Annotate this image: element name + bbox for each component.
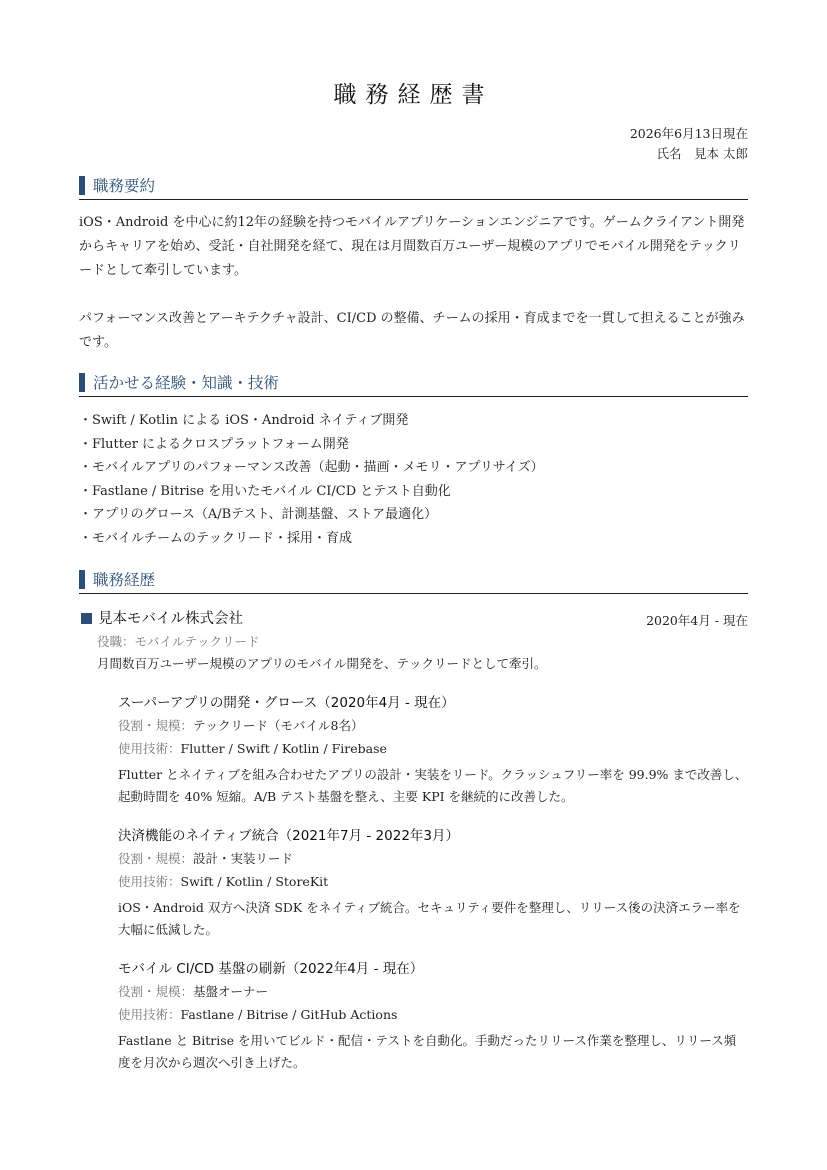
role-value: モバイルテックリード	[134, 634, 260, 649]
company-period: 2020年4月 - 現在	[646, 613, 748, 628]
project-tech	[118, 872, 748, 892]
document-date: 2026年6月13日現在	[629, 126, 748, 141]
role-label: 役職：	[97, 634, 135, 649]
list-item: ・Fastlane / Bitrise を用いたモバイル CI/CD とテスト自動化	[79, 483, 451, 499]
project-tech-value: Flutter / Swift / Kotlin / Firebase	[180, 741, 387, 756]
section-heading-skills	[79, 372, 748, 397]
section-heading-summary	[79, 175, 748, 200]
project-tech-label: 使用技術：	[118, 1007, 181, 1022]
document-title: 職務経歴書	[333, 82, 494, 108]
project-role-label: 役割・規模：	[118, 984, 194, 999]
company-description: 月間数百万ユーザー規模のアプリのモバイル開発を、テックリードとして牽引。	[97, 656, 547, 671]
company-header	[79, 608, 748, 630]
project-tech	[118, 1005, 748, 1025]
project-role-value: テックリード（モバイル8名）	[193, 718, 364, 733]
company-role	[97, 632, 260, 652]
applicant-name: 見本 太郎	[694, 146, 748, 161]
project-title: 決済機能のネイティブ統合（2021年7月 - 2022年3月）	[118, 828, 459, 844]
project-tech-value: Swift / Kotlin / StoreKit	[180, 874, 329, 889]
project-role-label: 役割・規模：	[118, 851, 194, 866]
project-role	[118, 716, 748, 736]
list-item: ・Flutter によるクロスプラットフォーム開発	[79, 436, 349, 452]
applicant-name-line	[656, 144, 748, 162]
project-tech-label: 使用技術：	[118, 741, 181, 756]
section-title: 職務経歴	[93, 571, 156, 589]
project-tech-label: 使用技術：	[118, 874, 181, 889]
project-title: スーパーアプリの開発・グロース（2020年4月 - 現在）	[118, 695, 455, 711]
project-tech-value: Fastlane / Bitrise / GitHub Actions	[180, 1007, 398, 1022]
project-role-value: 設計・実装リード	[193, 851, 294, 866]
project-tech	[118, 739, 748, 759]
project-item	[118, 693, 748, 808]
summary-paragraph-1: iOS・Android を中心に約12年の経験を持つモバイルアプリケーションエンジニアです。ゲームクライアント開発からキャリアを始め、受託・自社開発を経て、現在は月間数百万ユーザー規模のアプリでモバイル開発をテックリードとして牽引しています。	[79, 215, 745, 278]
name-label: 氏名	[656, 146, 682, 161]
project-description: Flutter とネイティブを組み合わせたアプリの設計・実装をリード。クラッシュフリー率を 99.9% まで改善し、起動時間を 40% 短縮。A/B テスト基盤を整え、主要 KPI を継続的に改善した。	[118, 767, 748, 804]
company-name: 見本モバイル株式会社	[98, 611, 243, 627]
skills-list	[79, 409, 751, 551]
section-marker	[79, 176, 85, 195]
project-description: Fastlane と Bitrise を用いてビルド・配信・テストを自動化。手動だったリリース作業を整理し、リリース頻度を月次から週次へ引き上げた。	[118, 1033, 737, 1070]
section-title: 活かせる経験・知識・技術	[93, 374, 280, 392]
project-role-value: 基盤オーナー	[193, 984, 269, 999]
square-bullet-icon	[81, 613, 92, 624]
project-item	[118, 826, 748, 941]
list-item: ・Swift / Kotlin による iOS・Android ネイティブ開発	[79, 413, 409, 428]
project-title: モバイル CI/CD 基盤の刷新（2022年4月 - 現在）	[118, 961, 424, 977]
list-item: ・モバイルアプリのパフォーマンス改善（起動・描画・メモリ・アプリサイズ）	[79, 460, 544, 476]
project-role	[118, 982, 748, 1002]
project-description: iOS・Android 双方へ決済 SDK をネイティブ統合。セキュリティ要件を整理し、リリース後の決済エラー率を大幅に低減した。	[118, 900, 741, 937]
list-item: ・アプリのグロース（A/Bテスト、計測基盤、ストア最適化）	[79, 507, 438, 523]
project-role-label: 役割・規模：	[118, 718, 194, 733]
section-heading-history	[79, 569, 748, 594]
project-role	[118, 849, 748, 869]
summary-paragraph-2: パフォーマンス改善とアーキテクチャ設計、CI/CD の整備、チームの採用・育成までを一貫して担えることが強みです。	[79, 311, 745, 350]
section-title: 職務要約	[93, 177, 156, 195]
list-item: ・モバイルチームのテックリード・採用・育成	[79, 530, 353, 546]
project-item	[118, 959, 748, 1074]
section-marker	[79, 570, 85, 589]
section-marker	[79, 373, 85, 392]
